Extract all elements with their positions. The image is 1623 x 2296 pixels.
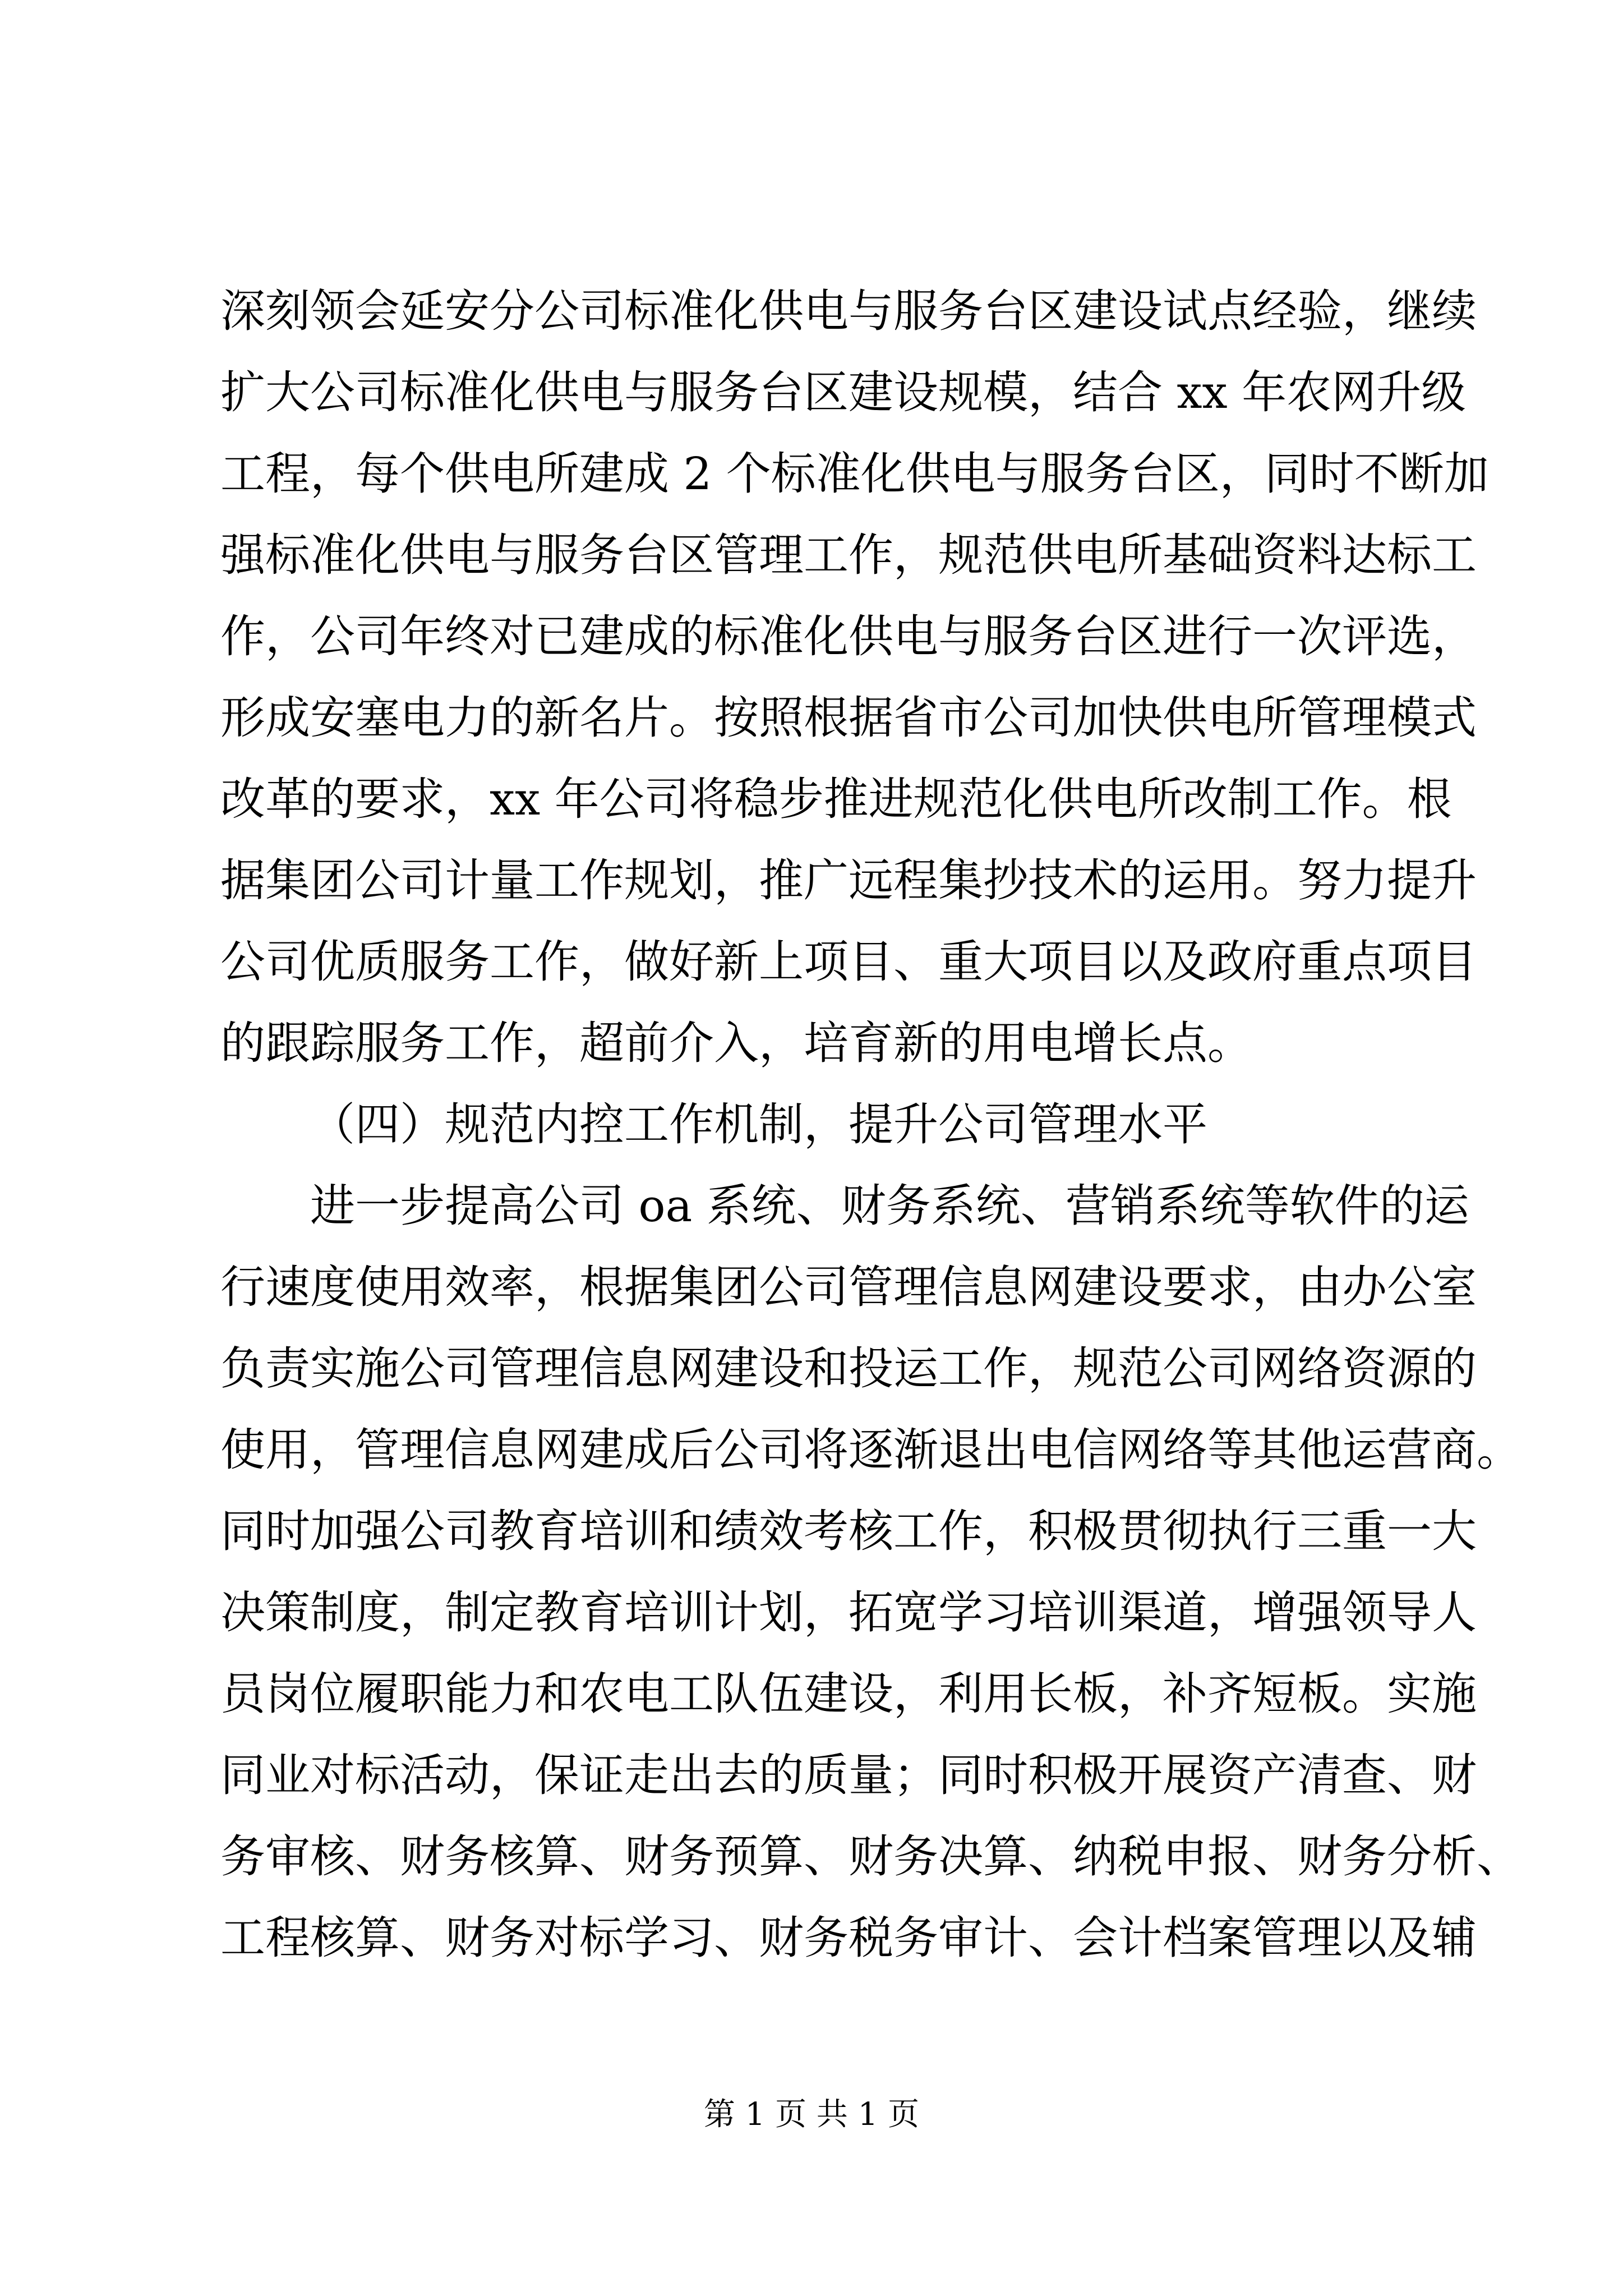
text-line: 据集团公司计量工作规划，推广远程集抄技术的运用。努力提升 — [220, 854, 1477, 907]
text-line: 员岗位履职能力和农电工队伍建设，利用长板，补齐短板。实施 — [220, 1668, 1477, 1720]
section-heading: （四）规范内控工作机制，提升公司管理水平 — [310, 1098, 1207, 1151]
page-number-footer: 第 1 页 共 1 页 — [703, 2096, 920, 2133]
text-line: 扩大公司标准化供电与服务台区建设规模，结合 xx 年农网升级 — [220, 366, 1467, 418]
text-line: 使用，管理信息网建成后公司将逐渐退出电信网络等其他运营商。 — [220, 1424, 1521, 1476]
text-line: 工程核算、财务对标学习、财务税务审计、会计档案管理以及辅 — [220, 1912, 1477, 1964]
text-line: 同业对标活动，保证走出去的质量；同时积极开展资产清查、财 — [220, 1749, 1477, 1801]
text-line: 工程，每个供电所建成 2 个标准化供电与服务台区，同时不断加 — [220, 448, 1489, 500]
text-line: 作，公司年终对已建成的标准化供电与服务台区进行一次评选， — [220, 610, 1477, 662]
text-line: 深刻领会延安分公司标准化供电与服务台区建设试点经验，继续 — [220, 285, 1477, 337]
text-line: 形成安塞电力的新名片。按照根据省市公司加快供电所管理模式 — [220, 692, 1477, 744]
text-line: 的跟踪服务工作，超前介入，培育新的用电增长点。 — [220, 1017, 1252, 1069]
text-line: 公司优质服务工作，做好新上项目、重大项目以及政府重点项目 — [220, 936, 1477, 988]
text-line: 决策制度，制定教育培训计划，拓宽学习培训渠道，增强领导人 — [220, 1586, 1477, 1639]
text-line: 同时加强公司教育培训和绩效考核工作，积极贯彻执行三重一大 — [220, 1505, 1477, 1557]
text-line: 强标准化供电与服务台区管理工作，规范供电所基础资料达标工 — [220, 529, 1477, 581]
text-line: 改革的要求，xx 年公司将稳步推进规范化供电所改制工作。根 — [220, 773, 1452, 825]
text-line: 进一步提高公司 oa 系统、财务系统、营销系统等软件的运 — [310, 1180, 1469, 1232]
document-body — [220, 270, 1521, 1978]
text-line: 务审核、财务核算、财务预算、财务决算、纳税申报、财务分析、 — [220, 1830, 1521, 1883]
text-line: 负责实施公司管理信息网建设和投运工作，规范公司网络资源的 — [220, 1342, 1477, 1395]
text-line: 行速度使用效率，根据集团公司管理信息网建设要求，由办公室 — [220, 1261, 1477, 1313]
